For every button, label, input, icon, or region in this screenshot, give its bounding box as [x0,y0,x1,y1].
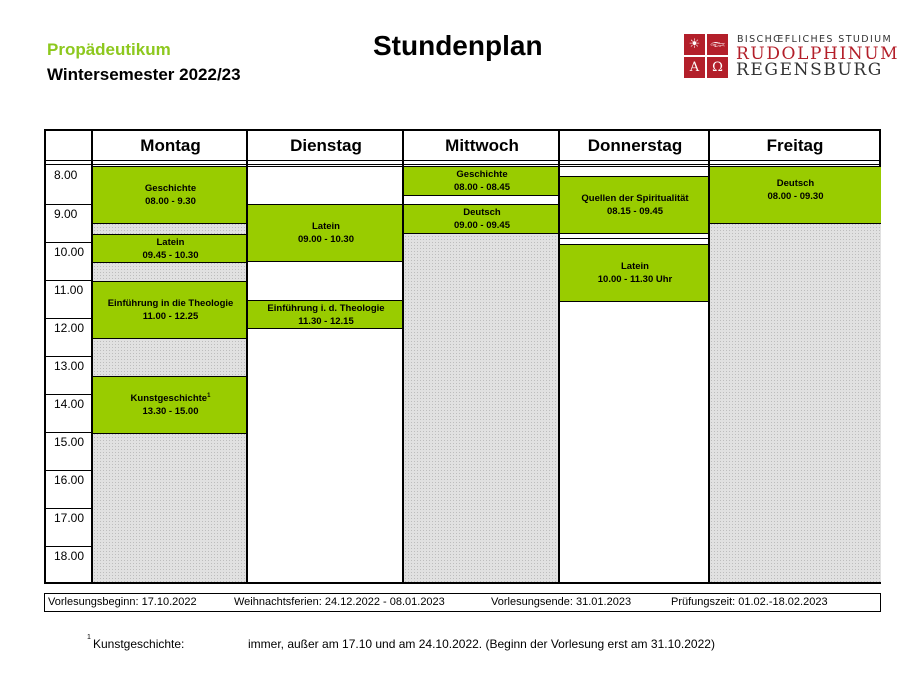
course-time: 08.15 - 09.45 [607,206,663,217]
lecture-end: Vorlesungsende: 31.01.2023 [491,596,632,608]
course-title: Latein [312,221,340,232]
institution-logo [684,34,728,78]
course-title: Einführung in die Theologie [107,298,234,309]
alpha-symbol: Α [684,57,705,78]
course-block [710,166,881,224]
time-label: 16.00 [54,473,85,487]
course-time: 09.00 - 09.45 [454,220,510,231]
column-divider [402,131,404,582]
time-slot [46,166,91,204]
column-divider [91,131,93,582]
course-time: 08.00 - 08.45 [454,182,510,193]
footnote-marker: 1 [87,634,91,641]
footnote-label: Kunstgeschichte: [93,637,185,651]
course-time: 11.30 - 12.15 [298,315,354,327]
time-slot [46,280,91,318]
day-header-tuesday: Dienstag [290,136,362,155]
course-title: Latein [156,236,185,248]
logo-text-line1: BISCHŒFLICHES STUDIUM [737,34,893,45]
time-slot [46,546,91,582]
course-title: Deutsch [463,207,501,218]
header-separator [46,160,879,165]
day-header-thursday: Donnerstag [587,136,683,155]
course-time: 11.00 - 12.25 [142,311,199,322]
day-header-monday: Montag [140,136,201,155]
course-time: 08.00 - 9.30 [145,196,196,207]
column-divider [708,131,710,582]
sun-icon: ☀ [684,34,705,55]
day-header-wednesday: Mittwoch [445,136,519,155]
time-label: 15.00 [54,435,85,449]
time-slot [46,508,91,546]
course-title: Einführung i. d. Theologie [267,302,385,314]
course-block [248,300,404,329]
divider [560,238,710,239]
footnote-text: immer, außer am 17.10 und am 24.10.2022. (Beginn der Vorlesung erst am 31.10.2022) [248,637,715,651]
divider [560,166,710,167]
column-wednesday [404,166,560,582]
time-label: 12.00 [54,321,85,335]
time-slot [46,470,91,508]
omega-symbol: Ω [707,57,728,78]
day-header-friday: Freitag [766,136,824,155]
gap [404,196,560,204]
column-monday [93,166,248,582]
column-divider [246,131,248,582]
exam-period: Prüfungszeit: 01.02.-18.02.2023 [671,596,828,608]
time-label: 14.00 [54,397,85,411]
christmas-holidays: Weihnachtsferien: 24.12.2022 - 08.01.2023 [234,596,445,608]
course-title: Geschichte [456,169,508,180]
fish-icon: 𓆟 [707,34,728,55]
time-slot [46,204,91,242]
course-time: 09.45 - 10.30 [142,249,199,261]
course-title: Quellen der Spiritualität [581,193,689,204]
column-tuesday [248,166,404,582]
time-label: 8.00 [54,168,78,182]
time-label: 18.00 [54,549,85,563]
column-thursday [560,166,710,582]
program-name: Propädeutikum [47,40,171,59]
course-time: 08.00 - 09.30 [767,191,824,202]
course-block [404,166,560,196]
course-title: Latein [621,261,649,272]
course-block [560,176,710,234]
divider [248,166,404,167]
time-label: 17.00 [54,511,85,525]
logo-text-line2: RUDOLPHINUM [736,44,900,64]
course-title: Kunstgeschichte [130,393,208,404]
time-slot [46,356,91,394]
time-slot [46,394,91,432]
course-time: 13.30 - 15.00 [142,406,199,417]
time-slot [46,318,91,356]
timetable [44,129,881,584]
semester-dates-bar [44,593,881,612]
time-label: 9.00 [54,207,78,221]
column-friday [710,166,881,582]
course-block [93,166,248,224]
course-time: 10.00 - 11.30 Uhr [597,274,673,285]
course-block [404,204,560,234]
course-time: 09.00 - 10.30 [298,234,354,245]
lecture-start: Vorlesungsbeginn: 17.10.2022 [48,596,197,608]
time-slot [46,242,91,280]
course-block [93,234,248,263]
course-title: Geschichte [144,183,197,194]
course-block [560,244,710,302]
column-divider [558,131,560,582]
semester-label: Wintersemester 2022/23 [47,65,241,84]
time-slot [46,432,91,470]
course-block [93,281,248,339]
time-label: 13.00 [54,359,85,373]
logo-text-line3: REGENSBURG [736,60,883,80]
time-label: 11.00 [54,283,84,297]
course-title: Deutsch [776,178,815,189]
course-block [93,376,248,434]
footnote-marker: 1 [207,392,211,399]
course-block [248,204,404,262]
time-label: 10.00 [54,245,85,259]
page-title: Stundenplan [373,30,543,61]
